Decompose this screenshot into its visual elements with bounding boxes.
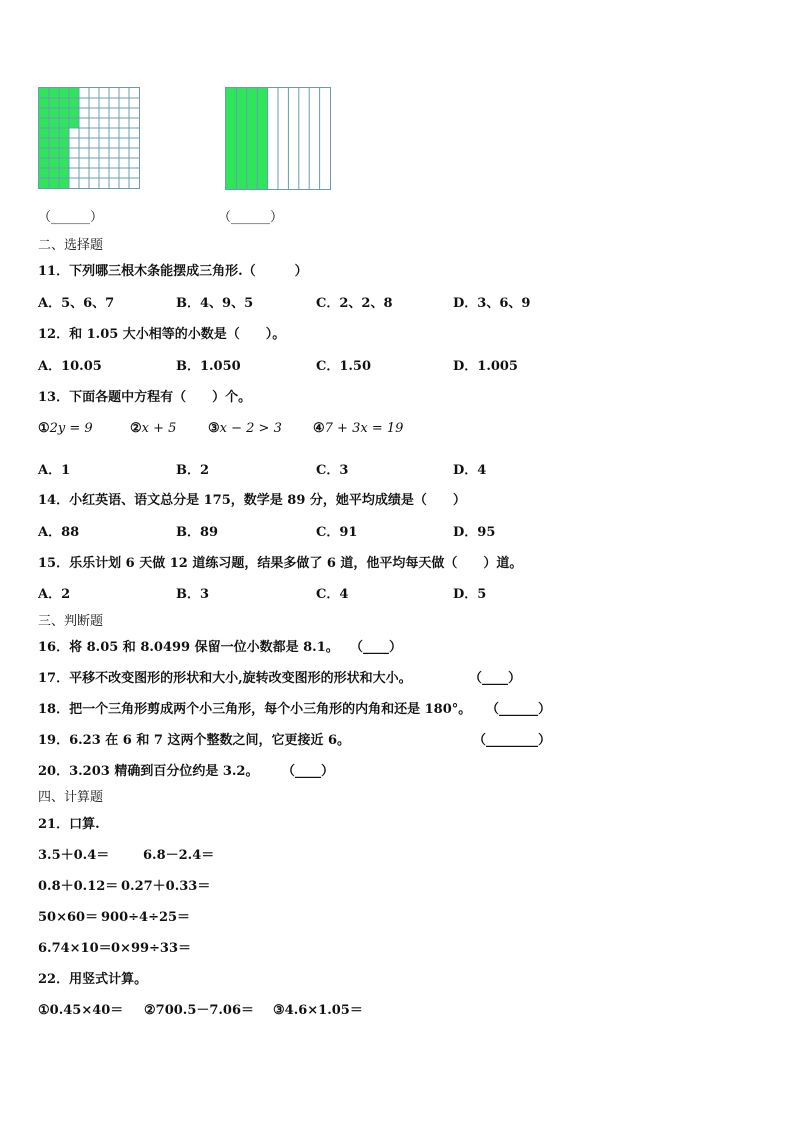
q15-option-b[interactable]: B．3 [176,587,210,602]
q21-row4-item2: 0×99÷33＝ [111,941,192,956]
q13-option-c[interactable]: C．3 [316,463,349,478]
q13-item-3-expr: x − 2 > 3 [219,421,282,436]
q13-item-1 [38,421,93,436]
q18-answer-blank[interactable]: （______） [486,702,552,717]
question-11-stem: 11．下列哪三根木条能摆成三角形.（ ） [38,264,308,279]
question-21-stem: 21．口算. [38,817,100,832]
question-16-text: 16．将 8.05 和 8.0499 保留一位小数都是 8.1。 [38,640,339,655]
section-heading-judge: 三、判断题 [38,614,104,629]
q13-option-b[interactable]: B．2 [176,463,210,478]
section-heading-choice: 二、选择题 [38,238,104,253]
q22-item-3-expr: 4.6×1.05＝ [284,1003,363,1018]
q21-row2-item2: 0.27＋0.33＝ [121,879,211,894]
q22-item-3-number: ③ [273,1003,285,1018]
q15-option-c[interactable]: C．4 [316,587,349,602]
q22-item-1 [38,999,123,1018]
question-12-stem: 12．和 1.05 大小相等的小数是（ ）。 [38,327,286,342]
q13-item-1-number: ① [38,421,50,436]
q13-item-1-expr: 2y = 9 [49,421,93,436]
q22-item-3 [273,999,363,1018]
q14-option-c[interactable]: C．91 [316,525,358,540]
q22-item-2 [144,999,254,1018]
q22-item-1-number: ① [38,1003,50,1018]
question-17-text: 17．平移不改变图形的形状和大小,旋转改变图形的形状和大小。 [38,671,412,686]
figure-answer-blank-right[interactable]: （______） [218,210,284,225]
q21-row3-item1: 50×60＝ [38,910,99,925]
q12-option-c[interactable]: C．1.50 [316,359,372,374]
q22-item-2-expr: 700.5－7.06＝ [155,1003,255,1018]
section-heading-calc: 四、计算题 [38,790,104,805]
q14-option-d[interactable]: D．95 [453,525,496,540]
q13-item-4 [313,421,403,436]
question-18-text: 18．把一个三角形剪成两个小三角形，每个小三角形的内角和还是 180°。 [38,702,472,717]
question-14-stem: 14．小红英语、语文总分是 175，数学是 89 分，她平均成绩是（ ） [38,493,466,508]
q22-item-1-expr: 0.45×40＝ [49,1003,124,1018]
q13-item-3-number: ③ [208,421,220,436]
q21-row1-item2: 6.8－2.4＝ [143,848,215,863]
q12-option-a[interactable]: A．10.05 [38,359,102,374]
q13-item-2-expr: x + 5 [141,421,177,436]
q16-answer-blank[interactable]: （____） [350,640,403,655]
question-13-stem: 13．下面各题中方程有（ ）个。 [38,390,252,405]
q13-item-3 [208,421,282,436]
q12-option-b[interactable]: B．1.050 [176,359,241,374]
q13-option-d[interactable]: D．4 [453,463,487,478]
q12-option-d[interactable]: D．1.005 [453,359,518,374]
question-15-stem: 15．乐乐计划 6 天做 12 道练习题，结果多做了 6 道，他平均每天做（ ）道。 [38,556,523,571]
question-22-stem: 22．用竖式计算。 [38,972,148,987]
q21-row3-item2: 900÷4÷25＝ [101,910,191,925]
q13-item-2-number: ② [130,421,142,436]
hundred-grid-figure [38,87,140,189]
q21-row4-item1: 6.74×10＝ [38,941,112,956]
q13-item-2 [130,421,176,436]
q13-item-4-number: ④ [313,421,325,436]
q19-answer-blank[interactable]: （________） [473,733,552,748]
question-20-text: 20．3.203 精确到百分位约是 3.2。 [38,764,259,779]
q13-option-a[interactable]: A．1 [38,463,71,478]
question-19-text: 19．6.23 在 6 和 7 这两个整数之间，它更接近 6。 [38,733,351,748]
tenths-strip-figure [225,87,331,190]
q21-row2-item1: 0.8＋0.12＝ [38,879,119,894]
q14-option-b[interactable]: B．89 [176,525,219,540]
q22-item-2-number: ② [144,1003,156,1018]
q21-row1-item1: 3.5＋0.4＝ [38,848,110,863]
q11-option-c[interactable]: C．2、2、8 [316,296,393,311]
q13-item-4-expr: 7 + 3x = 19 [324,421,404,436]
figure-answer-blank-left[interactable]: （______） [38,210,104,225]
q11-option-a[interactable]: A．5、6、7 [38,296,115,311]
q14-option-a[interactable]: A．88 [38,525,80,540]
q17-answer-blank[interactable]: （____） [469,671,522,686]
q15-option-a[interactable]: A．2 [38,587,71,602]
q11-option-b[interactable]: B．4、9、5 [176,296,254,311]
q15-option-d[interactable]: D．5 [453,587,487,602]
q11-option-d[interactable]: D．3、6、9 [453,296,531,311]
q20-answer-blank[interactable]: （____） [282,764,335,779]
